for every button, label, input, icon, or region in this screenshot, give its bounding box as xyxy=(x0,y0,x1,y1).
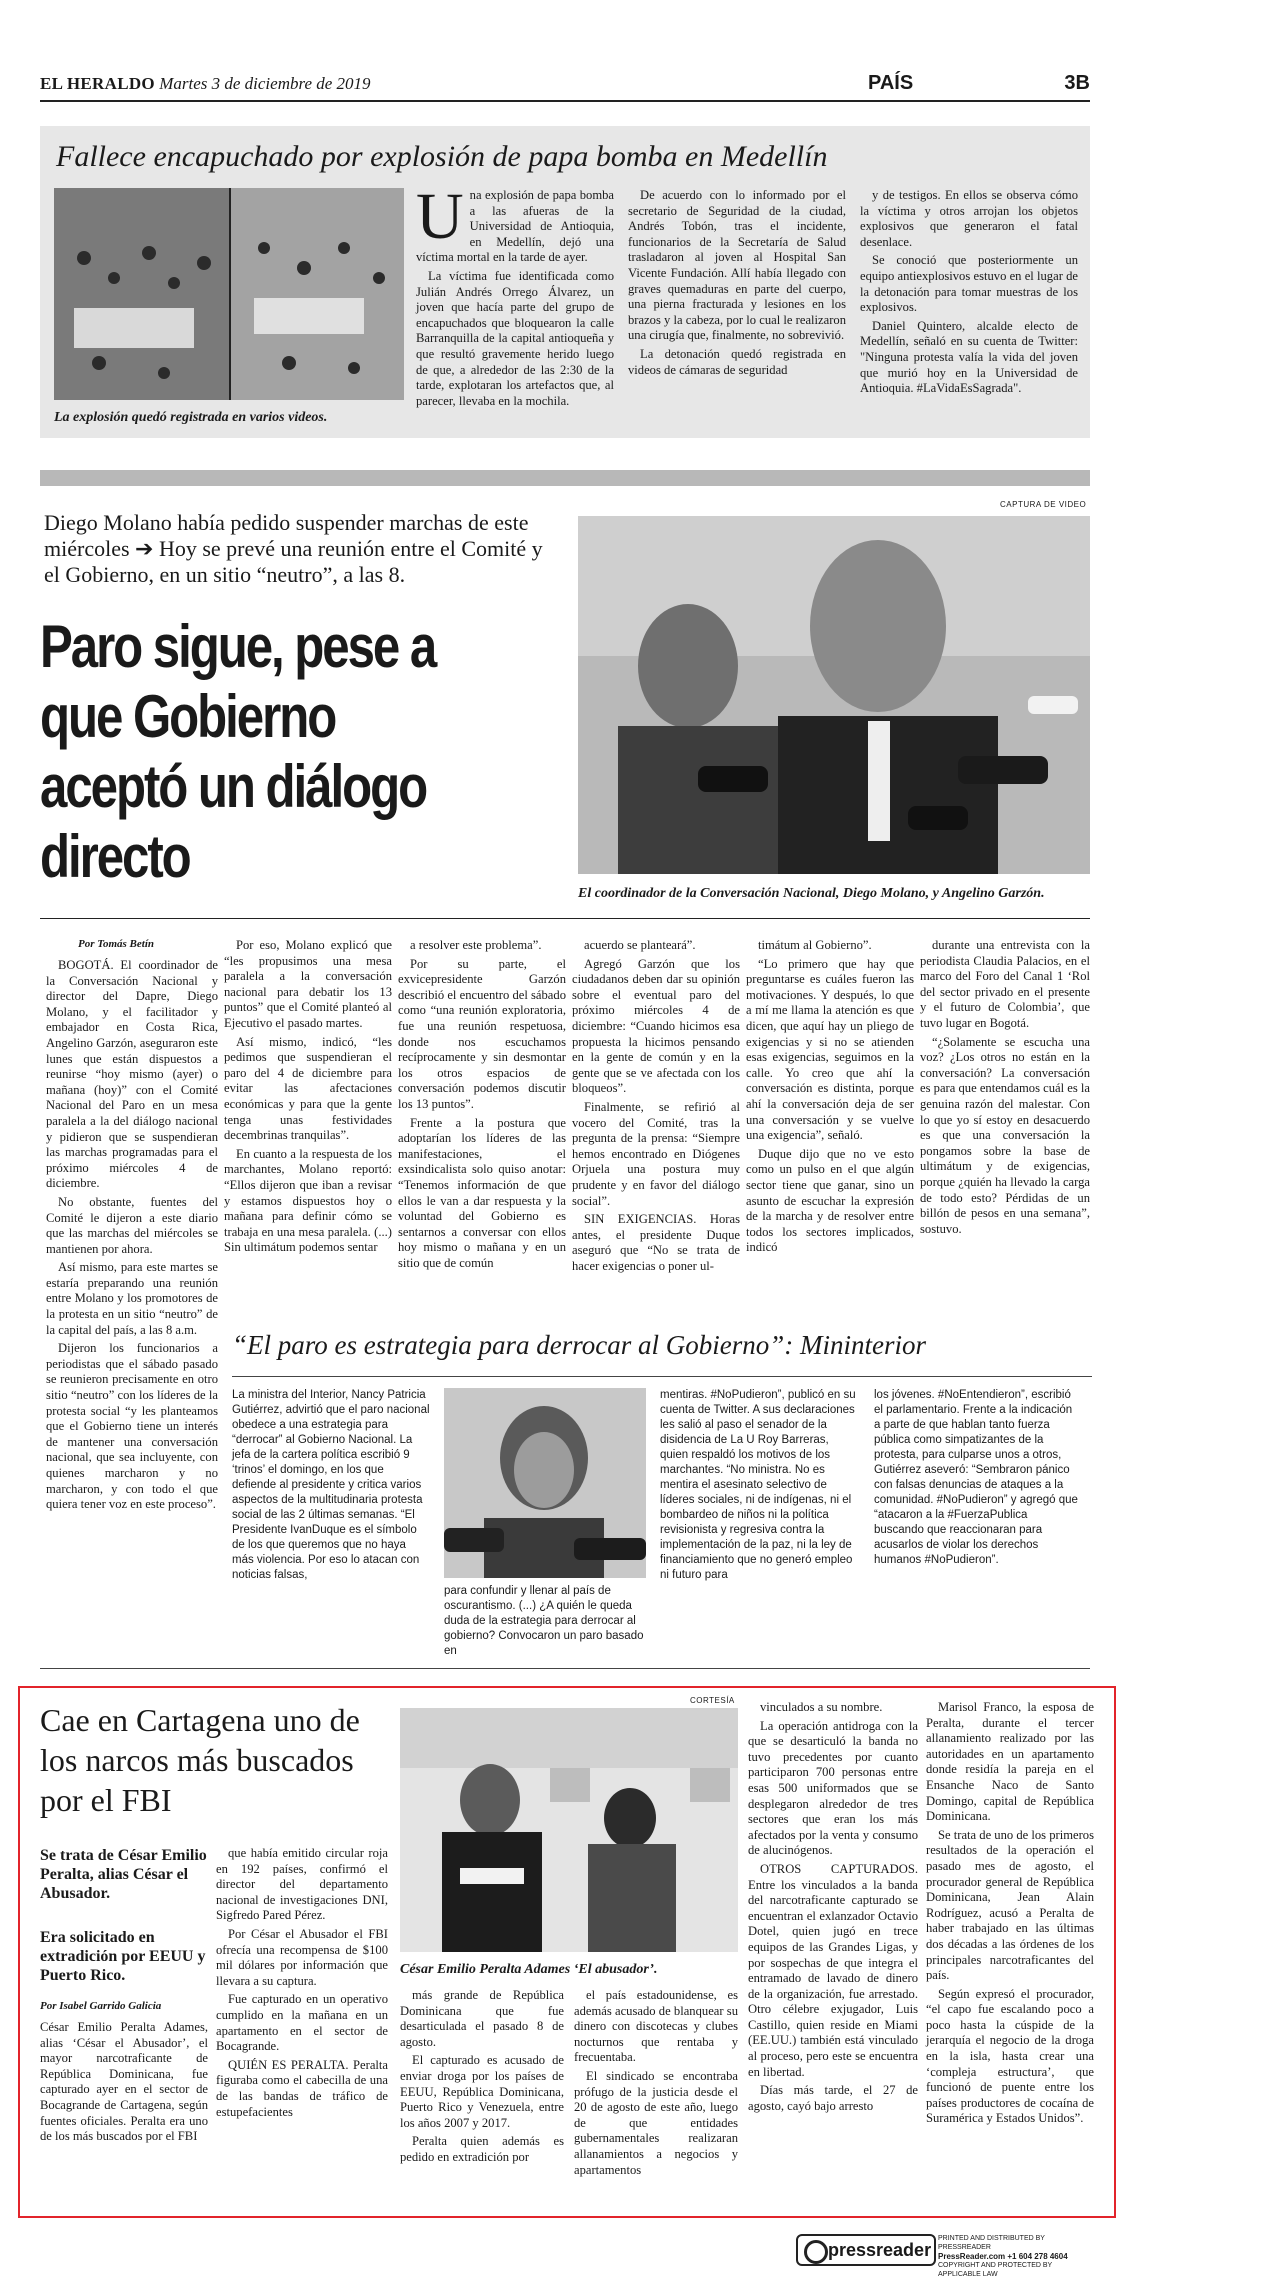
mininterior-col-2: para confundir y llenar al país de oscurantismo. (...) ¿A quién le queda duda de la estrategia para derrocar al gobierno? Convocaron un paro basado en xyxy=(444,1585,644,1657)
paro-col-2: Por eso, Molano explicó que “les propusimos una mesa paralela a la conversación nacional para debatir los 13 puntos” que el Comité planteó al Ejecutivo el pasado martes. Así mismo, indicó, “les pedimos que suspendieran el paro del 4 de diciembre para evitar las afectaciones económicas y para que la gente tenga unas festividades decembrinas tranquilas”. En cuanto a la respuesta de los marchantes, Molano reportó: “Ellos dijeron que iban a revisar y estamos dispuestos hoy o mañana para definir cómo se trabaja en una mesa paralela. (...) Sin ultimátum podemos sentar xyxy=(224,938,392,1255)
mininterior-col-3: mentiras. #NoPudieron”, publicó en su cuenta de Twitter. A sus declaraciones les salió al paso el senador de la disidencia de La U Roy Barreras, quien respaldó los motivos de los marchantes. “No ministra. No es mentira el asesinato selectivo de líderes sociales, ni de indígenas, ni el bombardeo de niños ni la política revisionista y regresiva contra la implementación de la paz, ni la ley de financiamiento que no generó empleo ni futuro para xyxy=(660,1389,856,1581)
paro-col-4: acuerdo se planteará”. Agregó Garzón que los ciudadanos deben dar su opinión sobre el eventual paro del próximo miércoles 4 de diciembre: “Cuando hicimos esa propuesta la hicimos pensando en la gente de común y en la gente que se ve afectada con los bloqueos”. Finalmente, se refirió al vocero del Comité, tras la pregunta de la prensa: “Siempre hemos encontrado en Diógenes Orjuela una postura muy prudente y en favor del diálogo social”. SIN EXIGENCIAS. Horas antes, el presidente Duque aseguró que “No se trata de hacer exigencias o poner ul- xyxy=(572,938,740,1273)
paro-col-5: timátum al Gobierno”. “Lo primero que hay que preguntarse es cuáles fueron las motivaciones. Y después, lo que a mí me llama la atención es que dicen, que aquí hay un pliego de exigencias y si no se atienden esas exigencias, seguimos en la calle. Yo creo que ahí la conversación es distinta, porque ahí la conversación deja de ser una conversación y se vuelve una exigencia”, señaló. Duque dijo que no ve esto como un pulso en el que algún sector tiene que ganar, sino un asunto de escuchar la expresión de la marcha y de resolver entre todos los sectores implicados, indicó xyxy=(746,938,914,1255)
cartagena-photo-credit: CORTESÍA xyxy=(690,1696,735,1705)
molano-photo xyxy=(578,516,1090,874)
explosion-caption: La explosión quedó registrada en varios videos. xyxy=(54,410,328,425)
paro-col-3: a resolver este problema”. Por su parte, el exvicepresidente Garzón describió el encuentro del sábado como “una reunión exploratoria, fue una reunión respetuosa, donde nos escuchamos recíprocamente y sin desmontar los otros espacios de conversación podemos discutir los 13 puntos”. Frente a la postura que adoptarían los líderes de las manifestaciones, el exsindicalista solo quiso anotar: “Tenemos información de que ellos le van a dar respuesta y la voluntad del Gobierno es sentarnos a conversar con ellos hoy mismo o mañana y en un sitio que de común xyxy=(398,938,566,1270)
mininterior-title: “El paro es estrategia para derrocar al Gobierno”: Mininterior xyxy=(232,1330,926,1360)
story-explosion xyxy=(40,126,1090,438)
peralta-caption: César Emilio Peralta Adames ‘El abusador’. xyxy=(400,1962,658,1977)
molano-caption: El coordinador de la Conversación Nacional, Diego Molano, y Angelino Garzón. xyxy=(578,886,1045,901)
explosion-col-2: De acuerdo con lo informado por el secretario de Seguridad de la ciudad, Andrés Tobón, tras el incidente, funcionarios de la Secretaría de Salud trasladaron al joven al Hospital San Vicente Fundación. Allí había llegado con graves quemaduras en parte del cuerpo, una pierna fracturada y lesiones en los brazos y la cabeza, por lo cual le realizaron una cirugía que, finalmente, no sobrevivió. La detonación quedó registrada en videos de cámaras de seguridad xyxy=(628,188,846,377)
photo-credit: CAPTURA DE VIDEO xyxy=(1000,500,1087,509)
explosion-photo xyxy=(54,188,404,400)
cartagena-col-3: más grande de República Dominicana que fue desarticulada el pasado 8 de agosto. El capturado es acusado de enviar droga por los países de EEUU, República Dominicana, Puerto Rico y Venezuela, entre los años 2007 y 2017. Peralta quien además es pedido en extradición por xyxy=(400,1988,564,2164)
drop-cap: U xyxy=(416,180,464,253)
paro-col-1: BOGOTÁ. El coordinador de la Conversación Nacional y director del Dapre, Diego Molano, y el facilitador y embajador en Costa Rica, Angelino Garzón, aseguraron este lunes que están dispuestos a reunirse “hoy mismo (ayer) o mañana (hoy)” con el Comité Nacional del Paro en un mesa paralela a la del diálogo nacional y pidieron que se suspendieran las marchas programadas para el próximo miércoles 4 de diciembre. No obstante, fuentes del Comité le dijeron a este diario que las marchas del miércoles se mantienen por ahora. Así mismo, para este martes se estaría preparando una reunión entre Molano y los promotores de la protesta en un sitio “neutro” de la capital del país, a las 8 a.m. Dijeron los funcionarios a periodistas que el sábado pasado se reunieron precisamente en otro sitio “neutro” con los líderes de la protesta social “y les planteamos que el Gobierno tiene un interés de mantener una conversación nacional, que sea incluyente, con quienes marcharon y no marcharon, y con todo el que quiera tener voz en este proceso”. xyxy=(46,958,218,1512)
paper-name: EL HERALDO xyxy=(40,74,155,93)
main-headline: Paro sigue, pese a que Gobierno aceptó un diálogo directo xyxy=(40,613,436,890)
story-deck: Diego Molano había pedido suspender marchas de este miércoles ➔ Hoy se prevé una reunión entre el Comité y el Gobierno, en un sitio “neutro”, a las 8. xyxy=(44,510,543,587)
lower-rule xyxy=(40,1668,1090,1669)
paro-col-6: durante una entrevista con la periodista Claudia Palacios, en el marco del Foro del Canal 1 ‘Rol del sector privado en el presente y el futuro de Colombia’, que tuvo lugar en Bogotá. “¿Solamente se escucha una voz? ¿Los otros no están en la conversación? La conversación es para que entendamos cuál es la genuina razón del malestar. Con lo que yo sí estoy en desacuerdo es que una conversación la pongamos sobre la base de ultimátum y de exigencias, porque ¿quién ha llevado la carga de todo esto? Pérdidas de un billón de pesos en una semana”, sostuvo. xyxy=(920,938,1090,1236)
story-explosion-title: Fallece encapuchado por explosión de papa bomba en Medellín xyxy=(56,140,828,173)
story2-rule xyxy=(40,918,1090,919)
byline: Por Tomás Betín xyxy=(78,938,154,950)
ministra-photo xyxy=(444,1388,646,1578)
cartagena-subhead-2: Era solicitado en extradición por EEUU y Puerto Rico. xyxy=(40,1929,206,1984)
masthead xyxy=(40,72,1090,100)
cartagena-byline: Por Isabel Garrido Galicia xyxy=(40,2000,162,2012)
pressreader-icon xyxy=(804,2240,828,2264)
section-divider-bar xyxy=(40,470,1090,486)
page-number: 3B xyxy=(1064,72,1090,94)
explosion-col-3: y de testigos. En ellos se observa cómo la víctima y otros arrojan los objetos explosivos que generaron el fatal desenlace. Se conoció que posteriormente un equipo antiexplosivos estuvo en el lugar de la detonación para tomar muestras de los explosivos. Daniel Quintero, alcalde electo de Medellín, señaló en su cuenta de Twitter: "Ninguna protesta valía la vida del joven que murió hoy en la Universidad de Antioquia. #LaVidaEsSagrada". xyxy=(860,188,1078,396)
arrow-icon: ➔ xyxy=(135,536,154,561)
cartagena-subhead-1: Se trata de César Emilio Peralta, alias César el Abusador. xyxy=(40,1847,207,1902)
cartagena-headline: Cae en Cartagena uno de los narcos más buscados por el FBI xyxy=(40,1702,360,1818)
cartagena-col-6: Marisol Franco, la esposa de Peralta, durante el tercer allanamiento realizado por las autoridades en un apartamento donde residía la pareja en el Ensanche Naco de Santo Domingo, capital de República Dominicana. Se trata de uno de los primeros resultados de la operación el pasado mes de agosto, el procurador general de República Dominicana, Jean Alain Rodríguez, acusó a Peralta de haber trabajado en las últimas dos décadas a las órdenes de los principales narcotraficantes del país. Según expresó el procurador, “el capo fue escalando poco a poco hasta la cúspide de la jerarquía el negocio de la droga en la isla, hasta crear una ‘compleja estructura’, que funcionó de puente entre los países productores de cocaína de Suramérica y Estados Unidos”. xyxy=(926,1700,1094,2126)
peralta-photo xyxy=(400,1708,738,1952)
masthead-rule xyxy=(40,100,1090,102)
pressreader-notice: PRINTED AND DISTRIBUTED BY PRESSREADER PressReader.com +1 604 278 4604 COPYRIGHT AND PROTECTED BY APPLICABLE LAW xyxy=(938,2235,1068,2278)
mininterior-col-1: La ministra del Interior, Nancy Patricia Gutiérrez, advirtió que el paro nacional obedece a una estrategia para “derrocar” al Gobierno Nacional. La jefa de la cartera política escribió 9 ‘trinos’ el domingo, en los que defiende al presidente y critica varios aspectos de la multitudinaria protesta social de las 2 últimas semanas. “El Presidente IvanDuque es el símbolo de los que queremos que no haya más violencia. Por eso lo atacan con noticias falsas, xyxy=(232,1389,430,1581)
section-name: PAÍS xyxy=(868,72,914,94)
mininterior-rule xyxy=(232,1376,1092,1377)
pressreader-footer xyxy=(796,2232,1092,2278)
cartagena-col-1: César Emilio Peralta Adames, alias ‘César el Abusador’, el mayor narcotraficante de República Dominicana, fue capturado ayer en el sector de Bocagrande de Cartagena, según fuentes oficiales. Peralta era uno de los más buscados por el FBI xyxy=(40,2020,208,2144)
issue-date: Martes 3 de diciembre de 2019 xyxy=(159,74,371,93)
mininterior-col-4: los jóvenes. #NoEntendieron”, escribió el parlamentario. Frente a la indicación a parte de que hablan tanto fuerza pública como simpatizantes de la protesta, para culparse unos a otros, Gutiérrez aseveró: “Sembraron pánico con falsas denuncias de ataques a la comunidad. #NoPudieron” y agregó que “atacaron a la #FuerzaPublica buscando que reaccionaran para acusarlos de violar los derechos humanos #NoPudieron”. xyxy=(874,1389,1078,1566)
cartagena-col-5: vinculados a su nombre. La operación antidroga con la que se desarticuló la banda no tuvo precedentes por cuanto participaron 700 personas entre esas 500 uniformados que se desplegaron alrededor de tres sectores que eran los más afectados por la venta y consumo de alucinógenos. OTROS CAPTURADOS. Entre los vinculados a la banda del narcotraficante capturado se encuentran el exlanzador Octavio Dotel, quien jugó en trece equipos de las Grandes Ligas, y por sospechas de que integra el entramado de lavado de dinero de la organización, fue arrestado. Otro célebre exjugador, Luis Castillo, quien reside en Miami (EE.UU.) también está vinculado al proceso, pero este se encuentra en libertad. Días más tarde, el 27 de agosto, cayó bajo arresto xyxy=(748,1700,918,2113)
explosion-col-1: Una explosión de papa bomba a las afueras de la Universidad de Antioquia, en Medellín, dejó una víctima mortal en la tarde de ayer. La víctima fue identificada como Julián Andrés Orrego Álvarez, un joven que hacía parte del grupo de encapuchados que bloquearon la calle Barranquilla de la capital antioqueña y que resultó gravemente herido luego de que, a alrededor de las 2:30 de la tarde, explotaran los artefactos que, al parecer, llevaba en la mochila. xyxy=(416,180,614,408)
cartagena-col-4: el país estadounidense, es además acusado de blanquear su dinero con discotecas y clubes nocturnos que rentaba y frecuentaba. El sindicado se encontraba prófugo de la justicia desde el 20 de agosto de este año, luego de que entidades gubernamentales realizaran allanamientos a negocios y apartamentos xyxy=(574,1988,738,2177)
pressreader-logo[interactable]: pressreader xyxy=(796,2234,936,2266)
cartagena-col-2: que había emitido circular roja en 192 países, confirmó el director del departamento nacional de investigaciones DNI, Sigfredo Pared Pérez. Por César el Abusador el FBI ofrecía una recompensa de $100 mil dólares por información que llevara a su captura. Fue capturado en un operativo cumplido en la mañana en un apartamento en el sector de Bocagrande. QUIÉN ES PERALTA. Peralta figuraba como el cabecilla de una de las bandas de tráfico de estupefacientes xyxy=(216,1846,388,2119)
